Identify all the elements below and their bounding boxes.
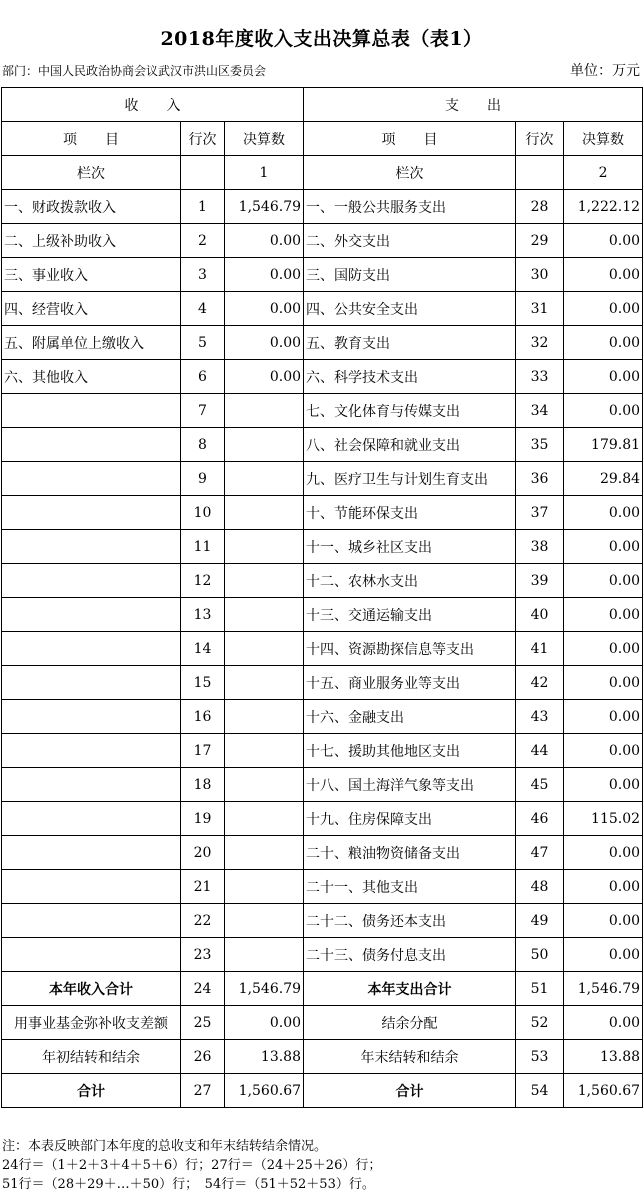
expense-row-no-cell: 51 [516, 972, 564, 1006]
income-item-cell [2, 802, 181, 836]
income-amount-cell: 0.00 [225, 224, 304, 258]
table-row [2, 326, 643, 360]
expense-item-cell: 本年支出合计 [304, 972, 516, 1006]
income-amount-cell: 0.00 [225, 1006, 304, 1040]
income-amount-cell [225, 904, 304, 938]
income-row-no-cell: 4 [181, 292, 225, 326]
expense-amount-cell: 0.00 [564, 836, 643, 870]
expense-amount-cell: 13.88 [564, 1040, 643, 1074]
income-row-no-cell: 8 [181, 428, 225, 462]
expense-item-cell: 三、国防支出 [304, 258, 516, 292]
income-group-header: 收 入 [2, 88, 304, 122]
expense-amount-cell: 29.84 [564, 462, 643, 496]
expense-item-cell: 十四、资源勘探信息等支出 [304, 632, 516, 666]
expense-row-no-cell: 39 [516, 564, 564, 598]
income-row-no-cell: 18 [181, 768, 225, 802]
expense-item-cell: 十七、援助其他地区支出 [304, 734, 516, 768]
income-amount-cell [225, 938, 304, 972]
note-line-3: 51行＝（28＋29＋…＋50）行； 54行＝（51＋52＋53）行。 [2, 1177, 375, 1192]
income-row-no-cell: 23 [181, 938, 225, 972]
table-row [2, 802, 643, 836]
expense-amount-cell: 0.00 [564, 530, 643, 564]
income-amount-cell: 1,546.79 [225, 972, 304, 1006]
empty-cell [181, 156, 225, 190]
table-row [2, 904, 643, 938]
table-row [2, 938, 643, 972]
expense-item-cell: 二十一、其他支出 [304, 870, 516, 904]
table-row [2, 224, 643, 258]
table-row [2, 190, 643, 224]
expense-amount-cell: 0.00 [564, 1006, 643, 1040]
income-item-cell: 合计 [2, 1074, 181, 1108]
income-row-no-cell: 16 [181, 700, 225, 734]
expense-column-number: 2 [564, 156, 643, 190]
expense-amount-cell: 0.00 [564, 734, 643, 768]
income-row-no-cell: 20 [181, 836, 225, 870]
expense-item-cell: 十五、商业服务业等支出 [304, 666, 516, 700]
expense-item-cell: 五、教育支出 [304, 326, 516, 360]
expense-row-no-cell: 28 [516, 190, 564, 224]
expense-row-no-cell: 36 [516, 462, 564, 496]
income-item-cell [2, 734, 181, 768]
expense-column-label: 栏次 [304, 156, 516, 190]
income-item-cell: 五、附属单位上缴收入 [2, 326, 181, 360]
table-row [2, 394, 643, 428]
expense-row-no-cell: 37 [516, 496, 564, 530]
expense-row-no-cell: 33 [516, 360, 564, 394]
table-row [2, 428, 643, 462]
income-item-cell [2, 632, 181, 666]
expense-item-cell: 结余分配 [304, 1006, 516, 1040]
expense-amount-cell: 0.00 [564, 700, 643, 734]
expense-amount-cell: 0.00 [564, 598, 643, 632]
empty-cell [516, 156, 564, 190]
income-row-no-cell: 17 [181, 734, 225, 768]
income-amount-cell [225, 462, 304, 496]
income-amount-cell [225, 734, 304, 768]
income-amount-cell [225, 870, 304, 904]
income-item-cell [2, 836, 181, 870]
income-row-no-cell: 21 [181, 870, 225, 904]
expense-row-no-cell: 45 [516, 768, 564, 802]
income-row-no-cell: 6 [181, 360, 225, 394]
income-amount-cell: 13.88 [225, 1040, 304, 1074]
income-item-cell: 六、其他收入 [2, 360, 181, 394]
income-amount-cell [225, 564, 304, 598]
expense-amount-cell: 0.00 [564, 360, 643, 394]
expense-row-no-cell: 41 [516, 632, 564, 666]
income-amount-cell: 0.00 [225, 360, 304, 394]
expense-amount-header: 决算数 [564, 122, 643, 156]
table-row [2, 496, 643, 530]
group-header-row [2, 88, 643, 122]
expense-amount-cell: 0.00 [564, 394, 643, 428]
income-row-no-cell: 15 [181, 666, 225, 700]
table-row [2, 666, 643, 700]
expense-amount-cell: 179.81 [564, 428, 643, 462]
summary-row [2, 1074, 643, 1108]
table-row [2, 360, 643, 394]
column-number-row [2, 156, 643, 190]
expense-item-cell: 二十二、债务还本支出 [304, 904, 516, 938]
income-item-cell [2, 428, 181, 462]
expense-row-no-cell: 30 [516, 258, 564, 292]
income-row-no-cell: 3 [181, 258, 225, 292]
income-amount-cell [225, 632, 304, 666]
expense-item-cell: 九、医疗卫生与计划生育支出 [304, 462, 516, 496]
expense-amount-cell: 0.00 [564, 632, 643, 666]
income-item-cell: 本年收入合计 [2, 972, 181, 1006]
expense-row-no-cell: 40 [516, 598, 564, 632]
expense-item-cell: 十八、国土海洋气象等支出 [304, 768, 516, 802]
expense-row-no-cell: 48 [516, 870, 564, 904]
expense-item-cell: 十、节能环保支出 [304, 496, 516, 530]
expense-row-no-cell: 44 [516, 734, 564, 768]
expense-item-cell: 十二、农林水支出 [304, 564, 516, 598]
income-amount-cell [225, 836, 304, 870]
table-row [2, 564, 643, 598]
expense-amount-cell: 0.00 [564, 564, 643, 598]
expense-item-header: 项 目 [304, 122, 516, 156]
table-row [2, 870, 643, 904]
income-item-cell [2, 666, 181, 700]
expense-row-no-cell: 46 [516, 802, 564, 836]
table-row [2, 462, 643, 496]
income-row-no-cell: 2 [181, 224, 225, 258]
income-row-no-cell: 5 [181, 326, 225, 360]
expense-row-no-cell: 43 [516, 700, 564, 734]
table-row [2, 258, 643, 292]
income-item-cell [2, 904, 181, 938]
income-row-no-cell: 19 [181, 802, 225, 836]
income-item-cell [2, 870, 181, 904]
report-title: 2018年度收入支出决算总表（表1） [160, 28, 483, 50]
income-column-label: 栏次 [2, 156, 181, 190]
expense-item-cell: 二十三、债务付息支出 [304, 938, 516, 972]
note-line-1: 注：本表反映部门本年度的总收支和年末结转结余情况。 [2, 1139, 328, 1154]
income-item-cell [2, 462, 181, 496]
table-row [2, 598, 643, 632]
income-item-cell [2, 394, 181, 428]
expense-row-no-cell: 34 [516, 394, 564, 428]
expense-amount-cell: 115.02 [564, 802, 643, 836]
income-item-cell [2, 530, 181, 564]
expense-item-cell: 二、外交支出 [304, 224, 516, 258]
expense-row-no-cell: 42 [516, 666, 564, 700]
income-amount-cell [225, 768, 304, 802]
income-amount-cell: 0.00 [225, 292, 304, 326]
table-row [2, 768, 643, 802]
income-item-cell: 三、事业收入 [2, 258, 181, 292]
income-item-cell [2, 768, 181, 802]
income-row-no-cell: 25 [181, 1006, 225, 1040]
expense-row-no-cell: 49 [516, 904, 564, 938]
expense-item-cell: 十一、城乡社区支出 [304, 530, 516, 564]
expense-amount-cell: 0.00 [564, 666, 643, 700]
income-item-cell [2, 564, 181, 598]
expense-item-cell: 一、一般公共服务支出 [304, 190, 516, 224]
expense-item-cell: 四、公共安全支出 [304, 292, 516, 326]
department-label: 部门：中国人民政治协商会议武汉市洪山区委员会 [2, 64, 267, 78]
summary-row [2, 1006, 643, 1040]
column-header-row [2, 122, 643, 156]
expense-row-no-cell: 32 [516, 326, 564, 360]
income-column-number: 1 [225, 156, 304, 190]
table-row [2, 836, 643, 870]
expense-amount-cell: 0.00 [564, 938, 643, 972]
income-amount-cell [225, 700, 304, 734]
income-item-cell: 用事业基金弥补收支差额 [2, 1006, 181, 1040]
income-amount-cell [225, 598, 304, 632]
income-row-no-cell: 13 [181, 598, 225, 632]
expense-amount-cell: 0.00 [564, 258, 643, 292]
budget-table [1, 87, 643, 1108]
expense-row-no-header: 行次 [516, 122, 564, 156]
income-row-no-cell: 7 [181, 394, 225, 428]
income-amount-cell [225, 394, 304, 428]
note-line-2: 24行＝（1＋2＋3＋4＋5＋6）行；27行＝（24＋25＋26）行； [2, 1158, 382, 1173]
expense-amount-cell: 1,546.79 [564, 972, 643, 1006]
unit-label: 单位：万元 [570, 63, 640, 79]
expense-row-no-cell: 54 [516, 1074, 564, 1108]
income-amount-cell: 0.00 [225, 258, 304, 292]
expense-item-cell: 年末结转和结余 [304, 1040, 516, 1074]
income-row-no-cell: 11 [181, 530, 225, 564]
table-row [2, 632, 643, 666]
income-item-cell: 年初结转和结余 [2, 1040, 181, 1074]
expense-item-cell: 合计 [304, 1074, 516, 1108]
expense-item-cell: 八、社会保障和就业支出 [304, 428, 516, 462]
income-amount-cell [225, 666, 304, 700]
income-amount-cell [225, 496, 304, 530]
income-row-no-cell: 10 [181, 496, 225, 530]
expense-row-no-cell: 29 [516, 224, 564, 258]
income-amount-cell [225, 428, 304, 462]
income-row-no-cell: 22 [181, 904, 225, 938]
income-row-no-cell: 1 [181, 190, 225, 224]
expense-item-cell: 七、文化体育与传媒支出 [304, 394, 516, 428]
income-row-no-cell: 27 [181, 1074, 225, 1108]
expense-amount-cell: 0.00 [564, 768, 643, 802]
income-item-cell: 二、上级补助收入 [2, 224, 181, 258]
income-row-no-header: 行次 [181, 122, 225, 156]
expense-row-no-cell: 35 [516, 428, 564, 462]
expense-item-cell: 六、科学技术支出 [304, 360, 516, 394]
income-row-no-cell: 12 [181, 564, 225, 598]
income-item-cell [2, 938, 181, 972]
expense-item-cell: 十三、交通运输支出 [304, 598, 516, 632]
income-item-cell [2, 598, 181, 632]
expense-row-no-cell: 53 [516, 1040, 564, 1074]
income-amount-cell: 0.00 [225, 326, 304, 360]
income-amount-header: 决算数 [225, 122, 304, 156]
expense-amount-cell: 0.00 [564, 292, 643, 326]
table-row [2, 734, 643, 768]
expense-row-no-cell: 38 [516, 530, 564, 564]
income-row-no-cell: 24 [181, 972, 225, 1006]
expense-amount-cell: 1,222.12 [564, 190, 643, 224]
expense-row-no-cell: 52 [516, 1006, 564, 1040]
expense-amount-cell: 1,560.67 [564, 1074, 643, 1108]
table-row [2, 700, 643, 734]
income-row-no-cell: 14 [181, 632, 225, 666]
expense-amount-cell: 0.00 [564, 496, 643, 530]
income-item-cell [2, 496, 181, 530]
income-amount-cell: 1,546.79 [225, 190, 304, 224]
expense-row-no-cell: 50 [516, 938, 564, 972]
summary-row [2, 972, 643, 1006]
table-row [2, 292, 643, 326]
expense-amount-cell: 0.00 [564, 326, 643, 360]
expense-amount-cell: 0.00 [564, 904, 643, 938]
income-item-cell: 一、财政拨款收入 [2, 190, 181, 224]
expense-group-header: 支 出 [304, 88, 643, 122]
income-item-cell [2, 700, 181, 734]
table-row [2, 530, 643, 564]
expense-item-cell: 十九、住房保障支出 [304, 802, 516, 836]
expense-row-no-cell: 47 [516, 836, 564, 870]
income-amount-cell: 1,560.67 [225, 1074, 304, 1108]
expense-amount-cell: 0.00 [564, 870, 643, 904]
income-item-cell: 四、经营收入 [2, 292, 181, 326]
income-amount-cell [225, 802, 304, 836]
expense-row-no-cell: 31 [516, 292, 564, 326]
income-item-header: 项 目 [2, 122, 181, 156]
expense-item-cell: 二十、粮油物资储备支出 [304, 836, 516, 870]
income-row-no-cell: 9 [181, 462, 225, 496]
expense-amount-cell: 0.00 [564, 224, 643, 258]
summary-row [2, 1040, 643, 1074]
expense-item-cell: 十六、金融支出 [304, 700, 516, 734]
income-amount-cell [225, 530, 304, 564]
income-row-no-cell: 26 [181, 1040, 225, 1074]
